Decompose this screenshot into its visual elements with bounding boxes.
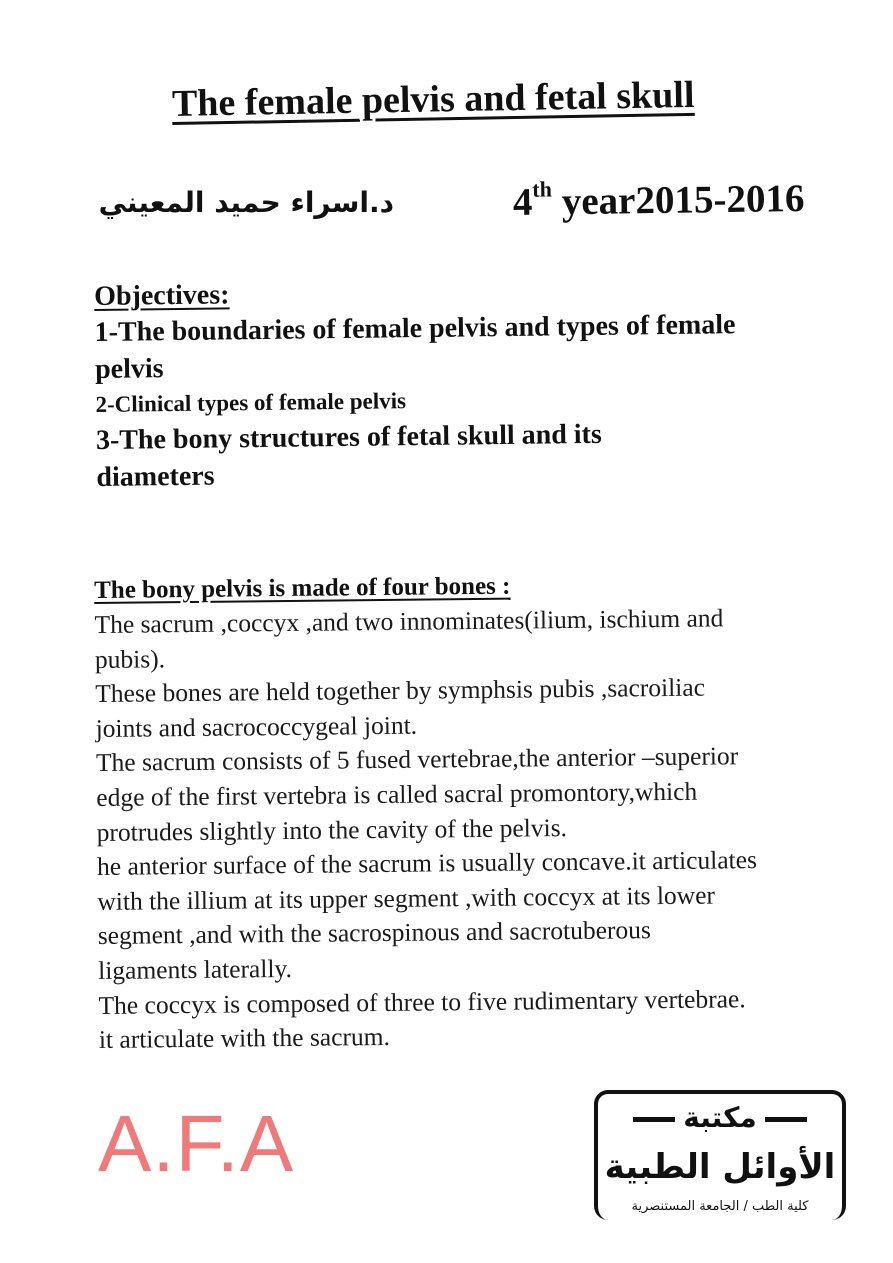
academic-year xyxy=(513,176,805,225)
paragraph-line: pubis). xyxy=(94,643,166,674)
year-number: 4 xyxy=(512,180,533,224)
paragraph-line: segment ,and with the sacrospinous and sacrotuberous xyxy=(97,915,652,951)
paragraph-line: ligaments laterally. xyxy=(97,953,293,985)
paragraph-line: it articulate with the sacrum. xyxy=(98,1022,391,1055)
afa-watermark: A.F.A xyxy=(98,1099,295,1188)
paragraph-line: The coccyx is composed of three to five rudimentary vertebrae. xyxy=(98,983,746,1020)
objective-line: 1-The boundaries of female pelvis and types of female xyxy=(94,309,736,348)
year-range: year2015-2016 xyxy=(551,176,805,224)
objectives-heading: Objectives: xyxy=(94,279,230,312)
stamp-library-label: مكتبة xyxy=(598,1100,842,1136)
objective-line: 3-The bony structures of fetal skull and its xyxy=(95,418,602,456)
section-heading: The bony pelvis is made of four bones : xyxy=(94,572,511,604)
year-ordinal-suffix: th xyxy=(532,176,553,202)
paragraph-line: The sacrum consists of 5 fused vertebrae,the anterior –superior xyxy=(95,741,739,778)
author-name: د.اسراء حميد المعيني xyxy=(98,186,394,219)
objective-line: pelvis xyxy=(94,353,164,385)
library-stamp xyxy=(594,1090,846,1220)
objective-line: 2-Clinical types of female pelvis xyxy=(95,388,407,417)
paragraph-line: These bones are held together by symphsis pubis ,sacroiliac xyxy=(95,672,706,709)
paragraph-line: The sacrum ,coccyx ,and two innominates(ilium, ischium and xyxy=(94,603,724,639)
paragraph-line: edge of the first vertebra is called sacral promontory,which xyxy=(96,776,698,812)
stamp-library-name: الأوائل الطبية xyxy=(604,1147,836,1187)
page-title: The female pelvis and fetal skull xyxy=(171,73,695,125)
objectives-section xyxy=(94,271,867,496)
objective-line: diameters xyxy=(96,460,215,493)
paragraph-line: he anterior surface of the sacrum is usually concave.it articulates xyxy=(96,845,758,882)
paragraph-line: joints and sacrococcygeal joint. xyxy=(95,710,418,743)
stamp-college-label: كلية الطب / الجامعة المستنصرية xyxy=(631,1199,809,1214)
bony-pelvis-section xyxy=(94,566,869,1058)
paragraph-line: protrudes slightly into the cavity of the pelvis. xyxy=(96,812,568,847)
paragraph-line: with the illium at its upper segment ,with coccyx at its lower xyxy=(97,880,716,916)
